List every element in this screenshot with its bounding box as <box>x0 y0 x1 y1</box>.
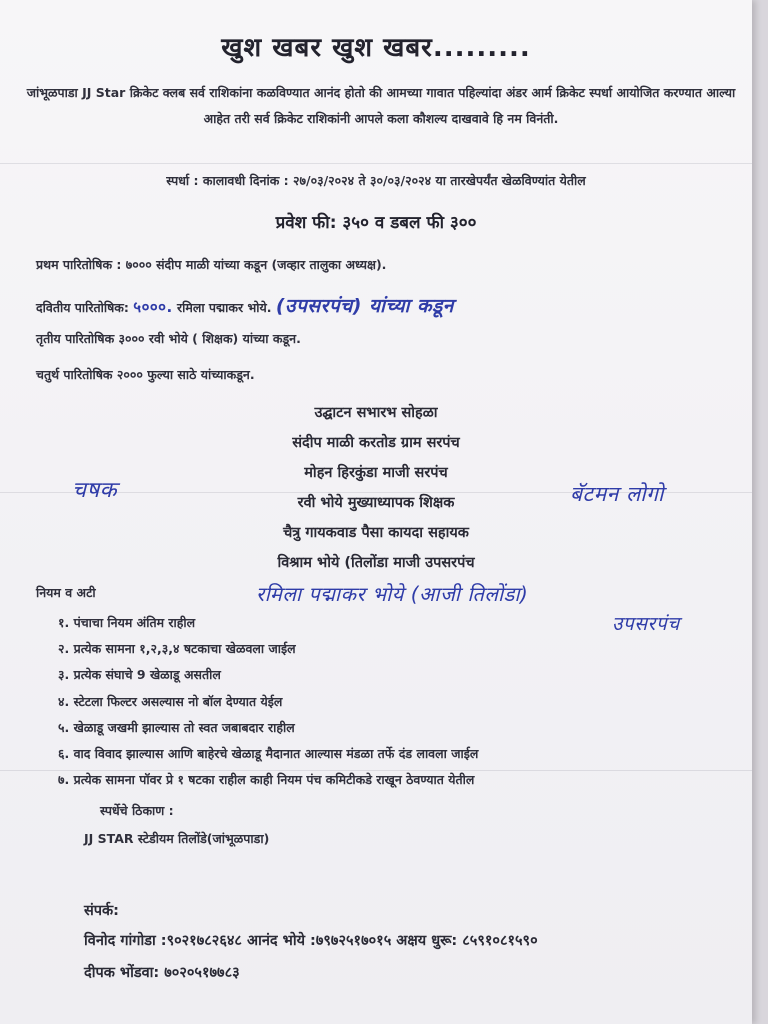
fourth-prize: चतुर्थ पारितोषिक २००० फुल्या साठे यांच्याकडून. <box>36 367 255 382</box>
venue-label: स्पर्धेचे ठिकाण : <box>100 803 174 818</box>
contact-line-2: दीपक भोंडवा: ७०२०५१७७८३ <box>84 965 240 981</box>
second-prize-name: रमिला पद्माकर भोये. <box>177 300 272 315</box>
second-prize <box>36 292 454 318</box>
handwritten-added-line: रमिला पद्माकर भोये (आजी तिलोंडा) <box>256 582 529 606</box>
rule-item: ४. स्टेटला फिल्टर असल्यास नो बॉल देण्यात येईल <box>58 693 283 709</box>
first-prize: प्रथम पारितोषिक : ७००० संदीप माळी यांच्या कडून (जव्हार तालुका अध्यक्ष). <box>36 257 387 272</box>
rule-item: १. पंचाचा नियम अंतिम राहील <box>58 615 196 630</box>
intro-paragraph: जांभूळपाडा JJ Star क्रिकेट क्लब सर्व राशिकांना कळविण्यात आनंद होतो की आमच्या गावात पहिल्यांदा अंडर आर्म क्रिकेट स्पर्धा आयोजित करण्यात आल्या आहेत तरी सर्व क्रिकेट राशिकांनी आपले कला कौशल्य दाखवावे हि नम विनंती. <box>26 85 736 126</box>
handwritten-left-note: चषक <box>72 478 118 503</box>
duration-line: स्पर्धा : कालावधी दिनांक : २७/०३/२०२४ ते ३०/०३/२०२४ या तारखेपर्यंत खेळविण्यांत येतील <box>166 173 586 188</box>
ceremony-line: रवी भोये मुख्याध्यापक शिक्षक <box>297 495 455 511</box>
rule-item: ६. वाद विवाद झाल्यास आणि बाहेरचे खेळाडू मैदानात आल्यास मंडळा तर्फे दंड लावला जाईल <box>58 745 479 761</box>
ceremony-line: मोहन हिरकुंडा माजी सरपंच <box>304 465 448 481</box>
ceremony-line: चैत्रु गायकवाड पैसा कायदा सहायक <box>283 525 469 541</box>
third-prize: तृतीय पारितोषिक ३००० रवी भोये ( शिक्षक) यांच्या कडून. <box>36 331 301 346</box>
rules-heading: नियम व अटी <box>36 585 96 600</box>
rule-item: ७. प्रत्येक सामना पॉवर प्रे १ षटका राहील काही नियम पंच कमिटीकडे राखून ठेवण्यात येतील <box>58 772 475 788</box>
paper-fold <box>0 163 752 164</box>
rule-item: ३. प्रत्येक संघाचे 9 खेळाडू असतील <box>58 667 221 683</box>
handwritten-added-line-2: उपसरपंच <box>612 613 680 635</box>
rules-list <box>58 614 478 797</box>
handwritten-right-note: बॅटमन लोगो <box>570 482 664 506</box>
ceremony-line: विश्राम भोये (तिलोंडा माजी उपसरपंच <box>277 555 475 571</box>
rule-item: ५. खेळाडू जखमी झाल्यास तो स्वत जबाबदार राहील <box>58 719 295 735</box>
venue-value: JJ STAR स्टेडीयम तिलोंडे(जांभूळपाडा) <box>84 831 270 846</box>
ceremony-line: संदीप माळी करतोड ग्राम सरपंच <box>292 435 460 451</box>
flyer-title: खुश खबर खुश खबर......... <box>221 33 531 63</box>
rule-item: २. प्रत्येक सामना १,२,३,४ षटकाचा खेळवला जाईल <box>58 641 296 657</box>
contact-label: संपर्क: <box>84 903 119 919</box>
entry-fee: प्रवेश फी: ३५० व डबल फी ३०० <box>275 213 477 233</box>
ceremony-heading: उद्घाटन सभारभ सोहळा <box>314 405 438 421</box>
second-prize-label: दवितीय पारितोषिक: <box>36 300 129 315</box>
contact-line-1: विनोद गांगोडा :९०२१७८२६४८ आनंद भोये :७९७२५१७०१५ अक्षय धुरू: ८५९१०८१५९० <box>84 933 538 949</box>
second-prize-handwritten: (उपसरपंच) यांच्या कडून <box>275 295 454 317</box>
second-prize-amount: ५०००. <box>133 298 173 316</box>
